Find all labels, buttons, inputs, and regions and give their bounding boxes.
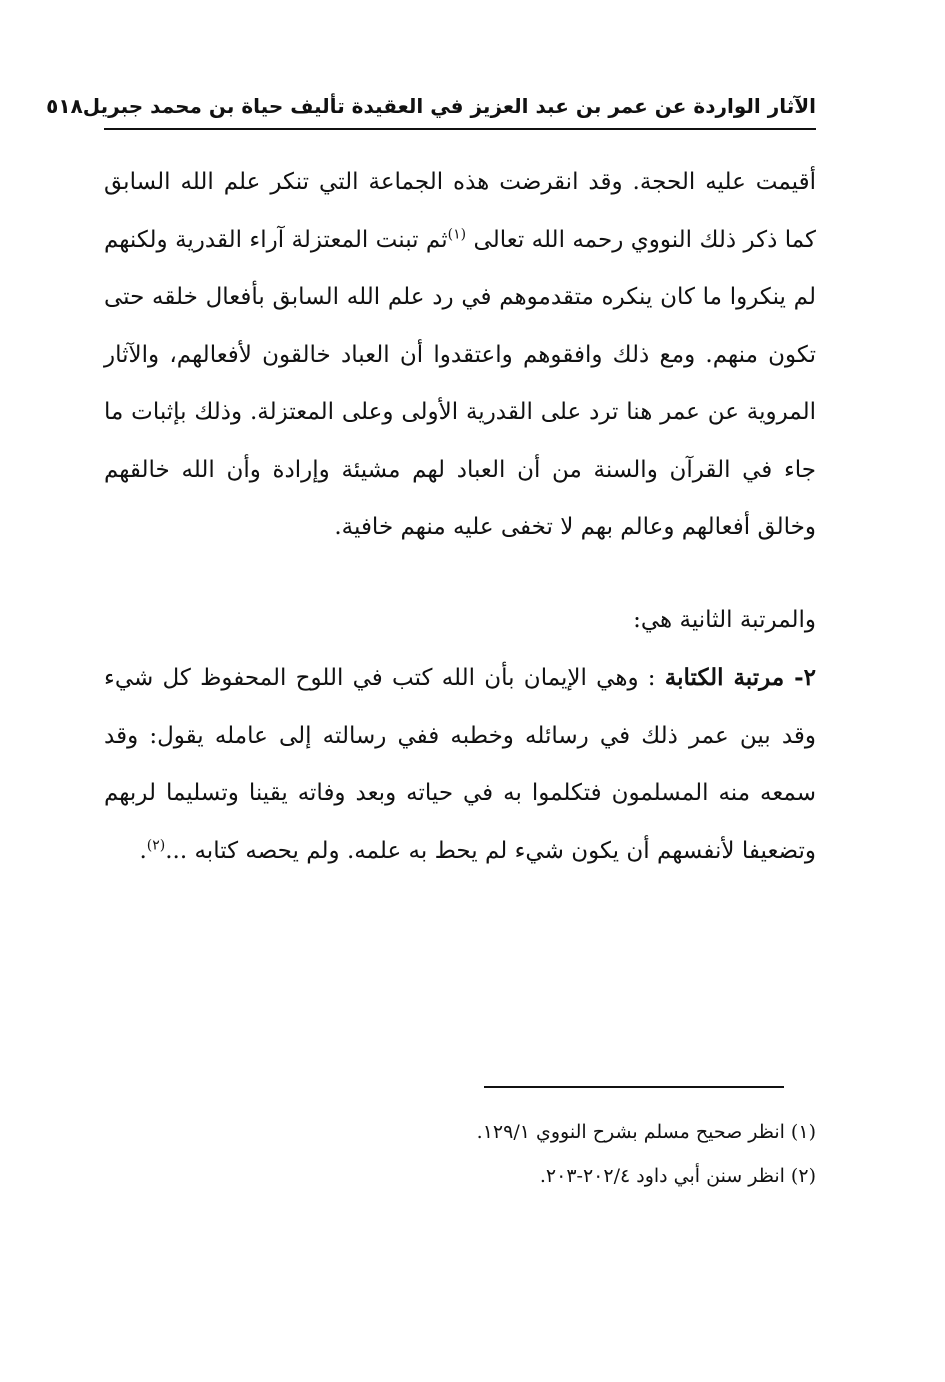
footnote-ref-1[interactable]: (١) xyxy=(447,225,467,242)
paragraph-3 xyxy=(104,649,816,880)
footnote-ref-2[interactable]: (٢) xyxy=(146,836,166,853)
body-text xyxy=(104,154,816,880)
footnote-2: (٢) انظر سنن أبي داود ٢٠٢/٤-٢٠٣. xyxy=(539,1165,816,1187)
paragraph-2-text: والمرتبة الثانية هي: xyxy=(633,606,816,633)
footnotes xyxy=(104,1110,816,1198)
paragraph-3-text: : وهي الإيمان بأن الله كتب في اللوح المحفوظ كل شيء وقد بين عمر ذلك في رسائله وخطبه ففي رسالته إلى عامله يقول: وقد سمعه منه المسلمون فتكلموا به في حياته وبعد وفاته يقينا وتسليما لربهم وتضعيفا لأنفسهم أن يكون شيء لم يحط به علمه. ولم يحصه كتابه ... xyxy=(104,665,816,864)
paragraph-1-text-a: أقيمت عليه الحجة. وقد انقرضت هذه الجماعة التي تنكر علم الله السابق كما ذكر ذلك النووي رحمه الله تعالى xyxy=(104,169,817,253)
paragraph-1 xyxy=(104,154,816,557)
header-rule xyxy=(104,128,816,130)
paragraph-3-end: . xyxy=(139,837,147,864)
footnote-separator xyxy=(484,1086,784,1088)
header-title: الآثار الواردة عن عمر بن عبد العزيز في العقيدة تأليف حياة بن محمد جبريل xyxy=(82,94,816,118)
paragraph-1-text-b: ثم تبنت المعتزلة آراء القدرية ولكنهم لم ينكروا ما كان ينكره متقدموهم في رد علم الله السابق بأفعال خلقه حتى تكون منهم. ومع ذلك وافقوهم واعتقدوا أن العباد خالقون لأفعالهم، والآثار المروية عن عمر هنا ترد على القدرية الأولى وعلى المعتزلة. وذلك بإثبات ما جاء في القرآن والسنة من أن العباد لهم مشيئة وإرادة وأن الله خالقهم وخالق أفعالهم وعالم بهم لا تخفى عليه منهم خافية. xyxy=(104,226,816,540)
paragraph-2 xyxy=(104,592,816,650)
page-number: ٥١٨ xyxy=(46,94,83,118)
running-header xyxy=(46,86,816,126)
footnote-1: (١) انظر صحيح مسلم بشرح النووي ١٢٩/١. xyxy=(476,1121,816,1143)
section-term: ٢- مرتبة الكتابة xyxy=(664,664,816,691)
